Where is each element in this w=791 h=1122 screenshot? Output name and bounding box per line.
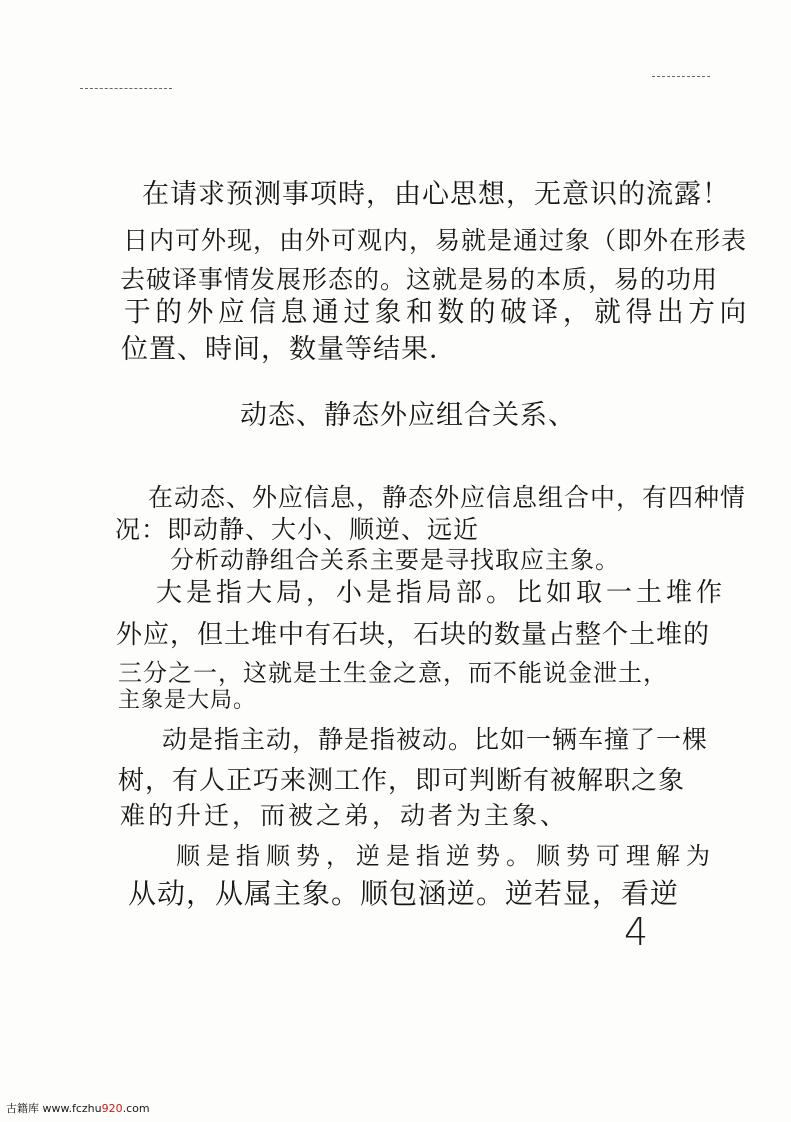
url-prefix: www.fczhu (42, 1102, 102, 1115)
url-highlight: 920 (101, 1102, 123, 1115)
paragraph2-line: 大是指大局，小是指局部。比如取一土堆作 (156, 578, 727, 608)
top-rule-left (80, 88, 172, 89)
page-number: 4 (624, 910, 649, 954)
site-name: 古籍库 (6, 1102, 39, 1115)
paragraph2-line: 分析动静组合关系主要是寻找取应主象。 (170, 546, 620, 574)
site-url[interactable] (43, 1102, 150, 1115)
paragraph2-line: 难的升迁，而被之弟，动者为主象、 (120, 801, 569, 830)
paragraph2-line: 从动，从属主象。顺包涵逆。逆若显，看逆 (128, 877, 680, 910)
paragraph2-line: 三分之一，这就是土生金之意，而不能说金泄土， (118, 659, 668, 687)
paragraph1-line: 在请求预测事项時，由心思想，无意识的流露！ (142, 179, 730, 210)
paragraph2-line: 况：即动静、大小、顺逆、远近 (115, 515, 480, 544)
paragraph1-line: 去破译事情发展形态的。这就是易的本质，易的功用 (120, 265, 719, 294)
paragraph1-line: 日内可外现，由外可观内，易就是通过象（即外在形表 (123, 226, 748, 255)
paragraph2-line: 顺是指顺势，逆是指逆势。顺势可理解为 (176, 842, 716, 870)
paragraph1-line: 位置、時间，数量等结果． (121, 334, 457, 365)
url-suffix: .com (122, 1102, 150, 1115)
paragraph1-line: 于的外应信息通过象和数的破译，就得出方向 (124, 295, 752, 328)
section-heading: 动态、静态外应组合关系、 (240, 400, 576, 431)
top-rule-right (652, 76, 710, 77)
paragraph2-line: 主象是大局。 (118, 688, 257, 713)
paragraph2-line: 外应，但土堆中有石块，石块的数量占整个土堆的 (116, 620, 711, 650)
watermark-footer (6, 1100, 150, 1116)
paragraph2-line: 树，有人正巧来测工作，即可判断有被解职之象 (118, 766, 686, 796)
paragraph2-line: 在动态、外应信息，静态外应信息组合中，有四种情 (148, 483, 747, 512)
paragraph2-line: 动是指主动，静是指被动。比如一辆车撞了一棵 (162, 725, 709, 754)
